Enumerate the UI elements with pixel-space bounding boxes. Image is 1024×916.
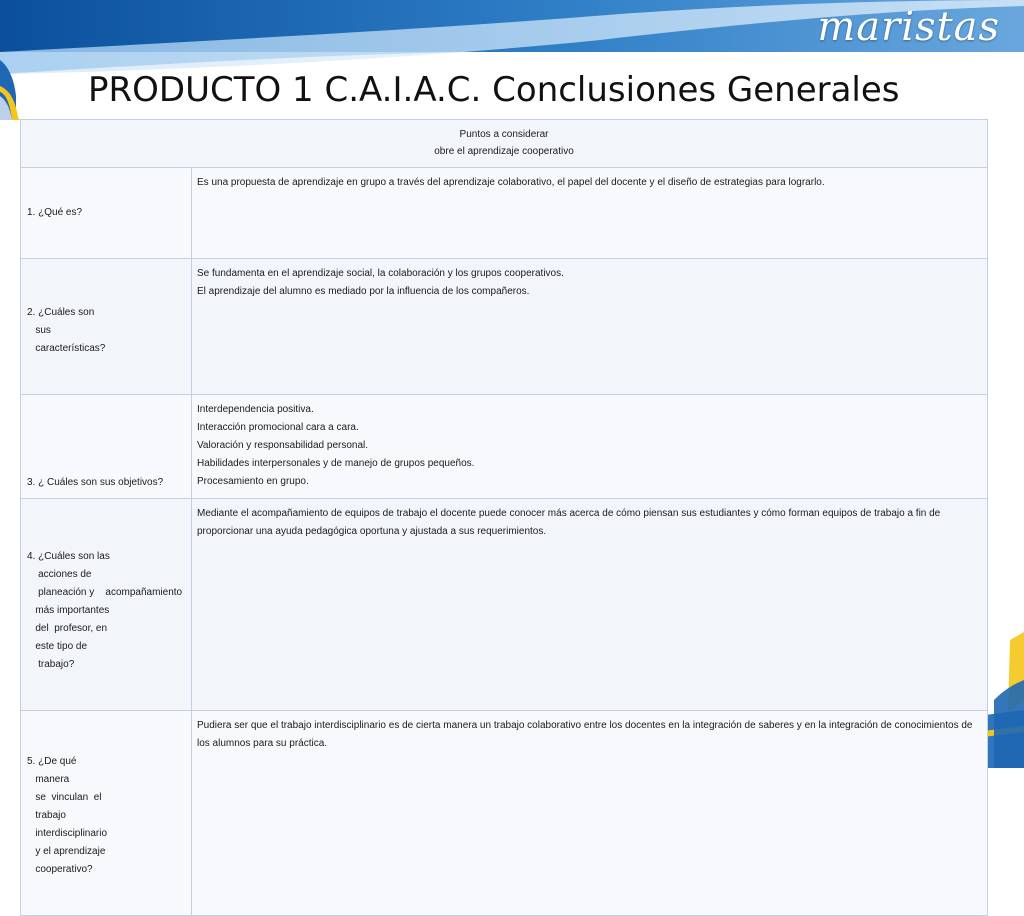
table-row (21, 395, 988, 499)
answer-cell (192, 499, 988, 711)
table-row (21, 259, 988, 395)
answer-cell (192, 711, 988, 916)
conclusions-table (20, 119, 988, 916)
question-text: 4. ¿Cuáles son las acciones de planeación y acompañamiento más importantes del profesor, en este tipo de trabajo? (27, 551, 183, 670)
answer-text: Es una propuesta de aprendizaje en grupo a través del aprendizaje colaborativo, el papel del docente y el diseño de estrategias para lograrlo. (197, 177, 825, 188)
table-row (21, 711, 988, 916)
answer-cell (192, 395, 988, 499)
maristas-logo: maristas (817, 4, 1000, 50)
question-cell (21, 499, 192, 711)
answer-text: Mediante el acompañamiento de equipos de trabajo el docente puede conocer más acerca de cómo piensan sus estudiantes y cómo forman equipos de trabajo a fin de proporcionar una ayuda pedagógica oportuna y ajustada a sus requerimientos. (197, 508, 941, 537)
answer-line: El aprendizaje del alumno es mediado por la influencia de los compañeros. (197, 286, 530, 297)
question-text: 2. ¿Cuáles son sus características? (27, 307, 106, 354)
answer-line: Interdependencia positiva. (197, 404, 314, 415)
question-text: 3. ¿ Cuáles son sus objetivos? (27, 476, 164, 488)
header-line-1: Puntos a considerar (459, 129, 549, 140)
question-text: 1. ¿Qué es? (27, 207, 83, 218)
question-text: 5. ¿De qué manera se vinculan el trabajo interdisciplinario y el aprendizaje cooperativo? (27, 756, 108, 875)
question-cell (21, 395, 192, 499)
table-row (21, 499, 988, 711)
question-cell (21, 168, 192, 259)
answer-cell (192, 259, 988, 395)
question-cell (21, 711, 192, 916)
slide-title: PRODUCTO 1 C.A.I.A.C. Conclusiones Generales (88, 70, 900, 110)
question-cell (21, 259, 192, 395)
answer-cell (192, 168, 988, 259)
answer-line: Procesamiento en grupo. (197, 476, 309, 487)
answer-line: Habilidades interpersonales y de manejo de grupos pequeños. (197, 458, 475, 469)
answer-line: Valoración y responsabilidad personal. (197, 440, 369, 451)
table-row (21, 168, 988, 259)
answer-line: Se fundamenta en el aprendizaje social, la colaboración y los grupos cooperativos. (197, 268, 564, 279)
table-header-cell (21, 120, 988, 168)
answer-text: Pudiera ser que el trabajo interdisciplinario es de cierta manera un trabajo colaborativo entre los docentes en la integración de saberes y en la integración de conocimientos de los alumnos para su práctica. (197, 720, 973, 749)
answer-line: Interacción promocional cara a cara. (197, 422, 359, 433)
header-line-2: obre el aprendizaje cooperativo (434, 146, 574, 157)
